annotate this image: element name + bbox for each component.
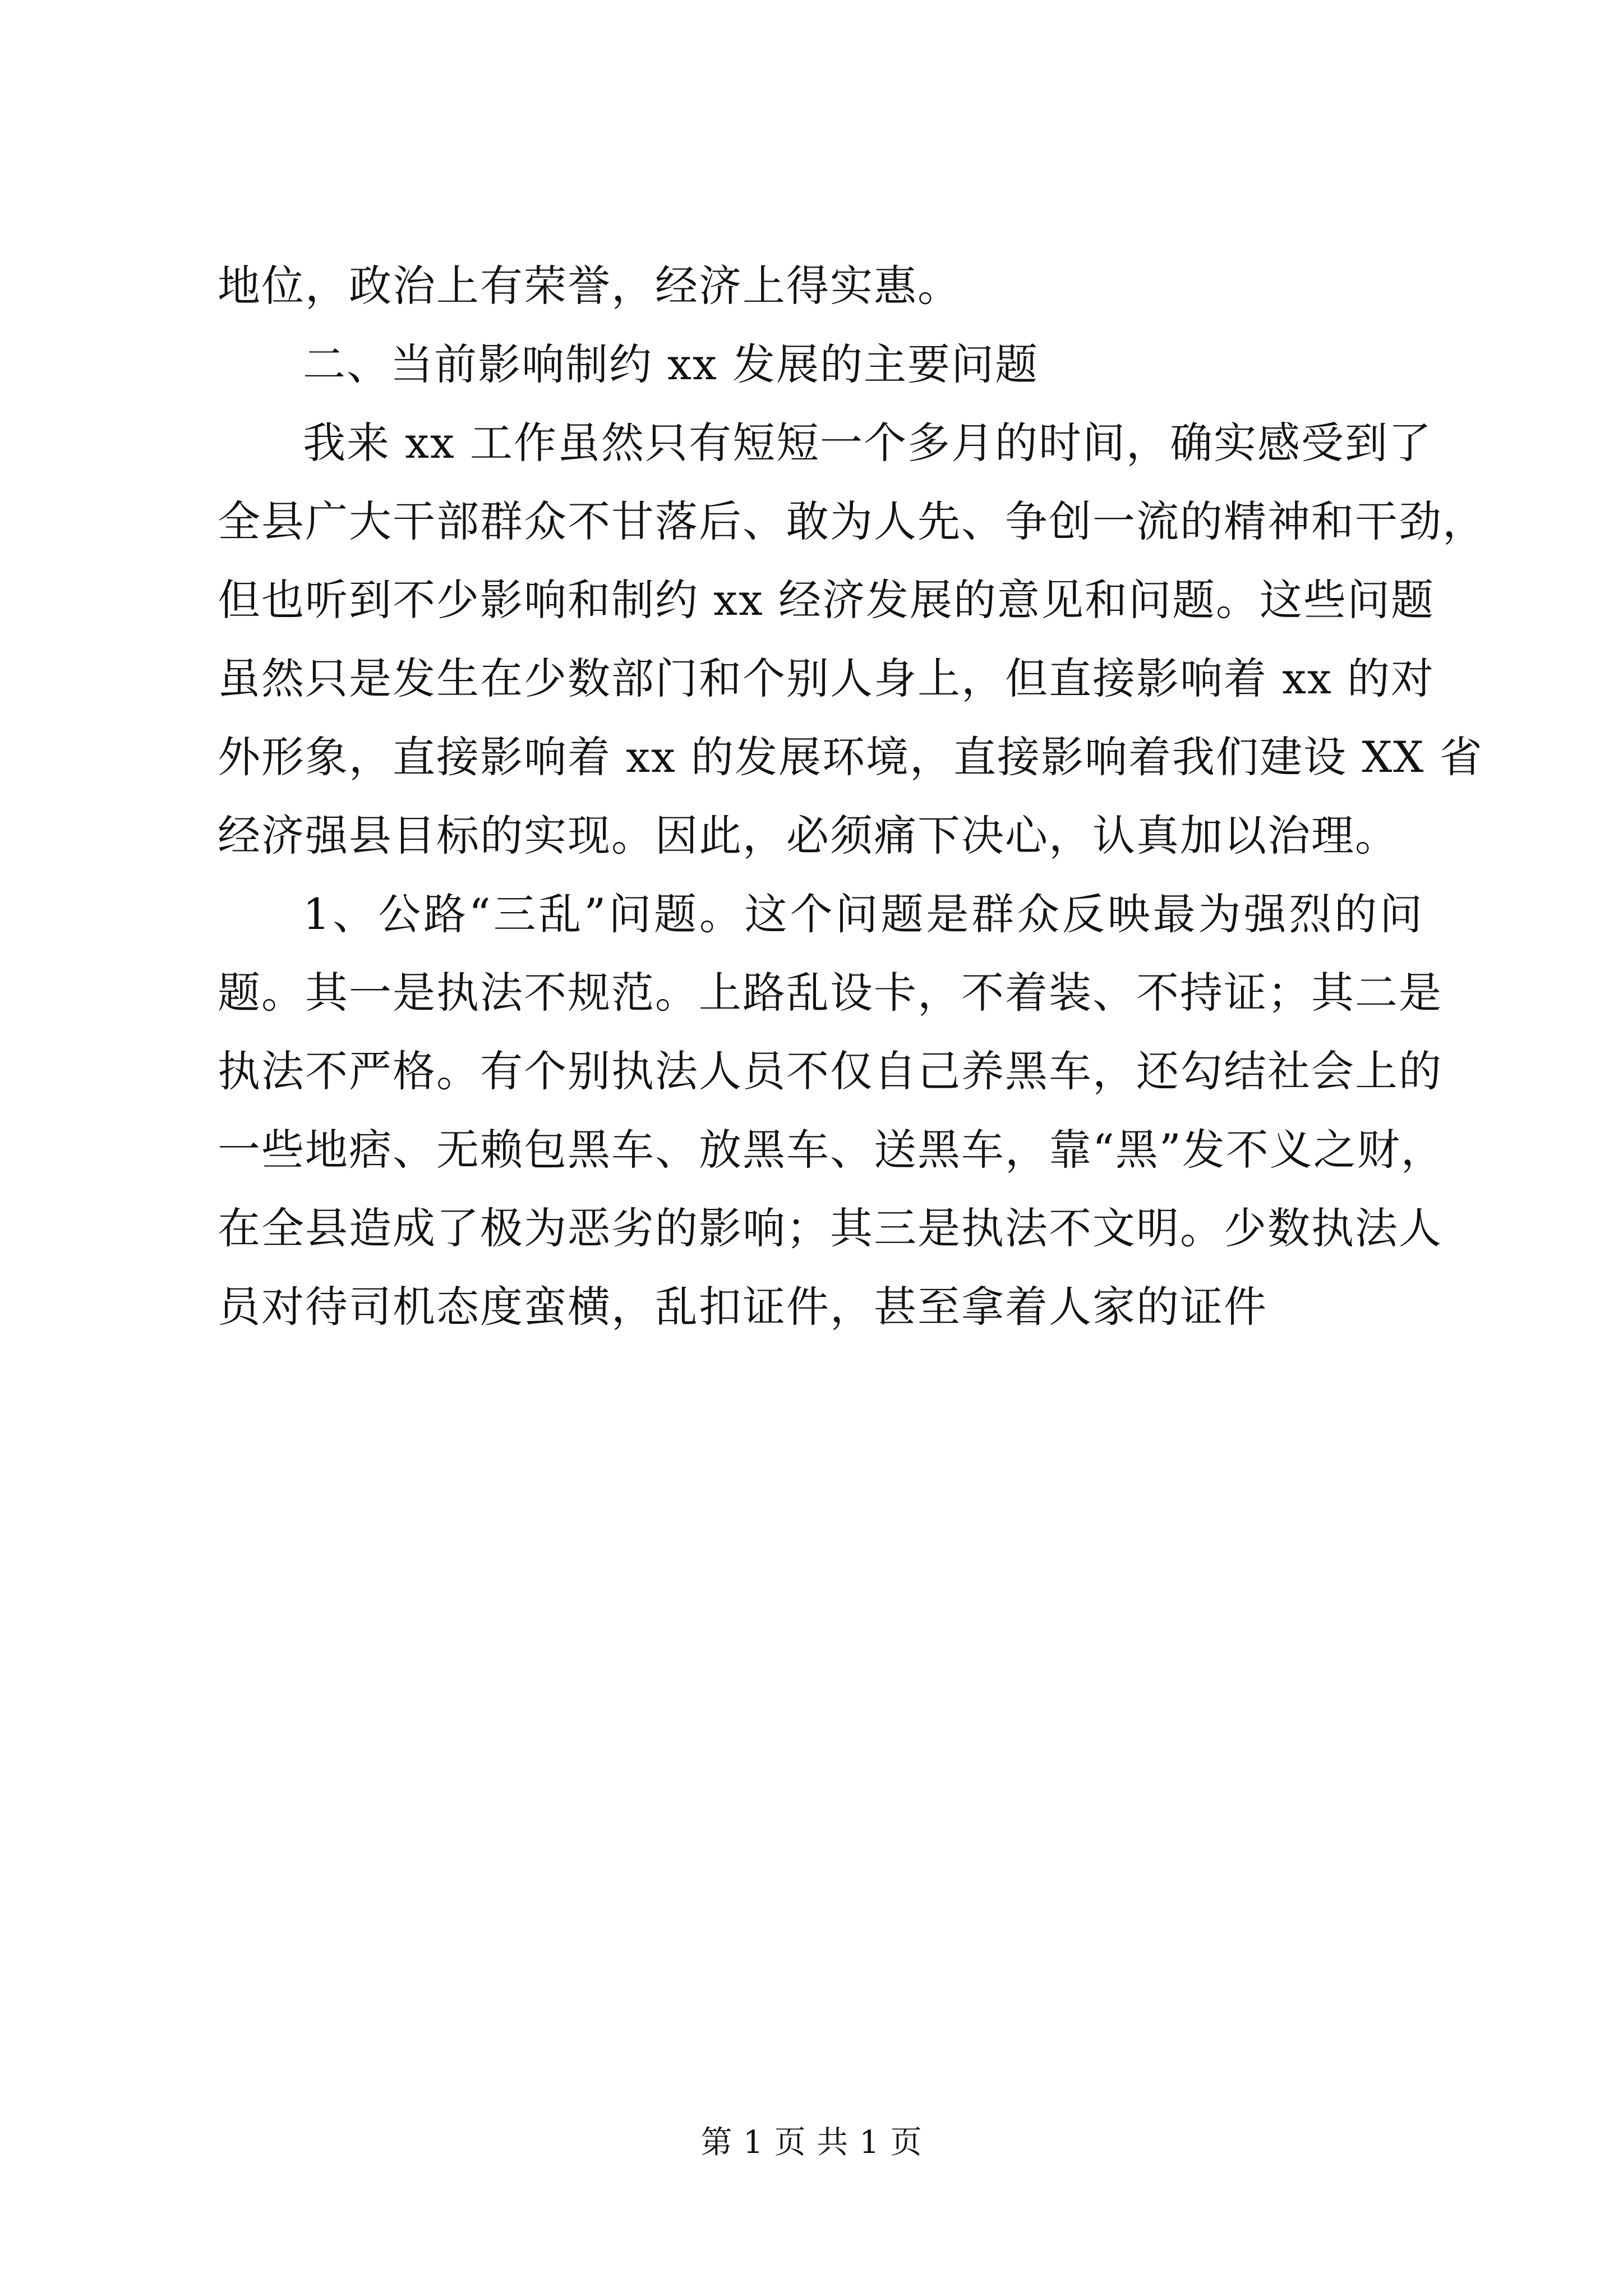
paragraph-line: 地位，政治上有荣誉，经济上得实惠。: [218, 261, 961, 311]
paragraph-line: 执法不严格。有个别执法人员不仅自己养黑车，还勾结社会上的: [218, 1046, 1442, 1096]
document-body: [218, 247, 1486, 1346]
paragraph-line: 全县广大干部群众不甘落后、敢为人先、争创一流的精神和干劲，: [218, 496, 1486, 546]
paragraph-line: 员对待司机态度蛮横，乱扣证件，甚至拿着人家的证件: [218, 1282, 1267, 1332]
paragraph-line: 外形象，直接影响着 xx 的发展环境，直接影响着我们建设 XX 省: [218, 732, 1483, 782]
paragraph-line: 但也听到不少影响和制约 xx 经济发展的意见和问题。这些问题: [218, 575, 1435, 625]
paragraph-line: 一些地痞、无赖包黑车、放黑车、送黑车，靠“黑”发不义之财，: [218, 1125, 1445, 1175]
paragraph-line: 我来 xx 工作虽然只有短短一个多月的时间，确实感受到了: [303, 418, 1433, 468]
paragraph-line: 在全县造成了极为恶劣的影响；其三是执法不文明。少数执法人: [218, 1203, 1442, 1253]
paragraph-line: 题。其一是执法不规范。上路乱设卡，不着装、不持证；其二是: [218, 968, 1442, 1018]
paragraph-line: 1、公路“三乱”问题。这个问题是群众反映最为强烈的问: [303, 889, 1423, 939]
section-heading: 二、当前影响制约 xx 发展的主要问题: [303, 339, 1039, 389]
page-number-footer: 第 1 页 共 1 页: [700, 2124, 923, 2161]
paragraph-line: 经济强县目标的实现。因此，必须痛下决心，认真加以治理。: [218, 811, 1399, 861]
paragraph-line: 虽然只是发生在少数部门和个别人身上，但直接影响着 xx 的对: [218, 654, 1435, 703]
